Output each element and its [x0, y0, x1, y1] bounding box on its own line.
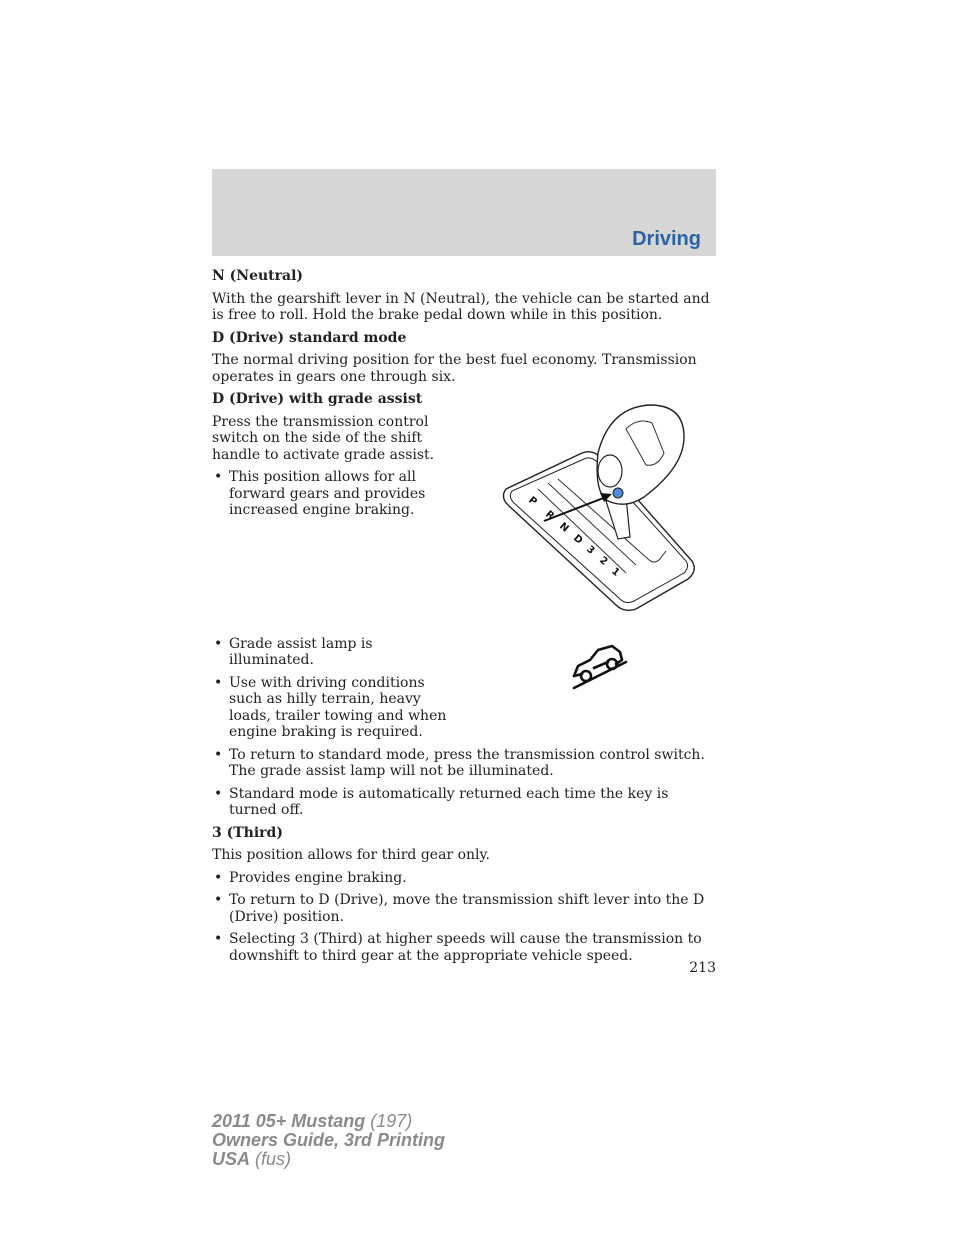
bullet-text: To return to standard mode, press the transmission control switch. The grade assist lamp will not be illuminated.	[229, 746, 705, 779]
footer-model: 2011 05+ Mustang	[212, 1111, 366, 1131]
gear-label-r: R	[543, 508, 557, 523]
gear-label-p: P	[526, 494, 539, 509]
gear-shifter-illustration	[498, 401, 698, 613]
gear-label-2: 2	[597, 554, 610, 568]
document-footer	[212, 1112, 445, 1169]
heading-third: 3 (Third)	[212, 824, 283, 841]
header-band	[212, 169, 716, 256]
heading-drive-grade: D (Drive) with grade assist	[212, 391, 423, 407]
bullet-dot: •	[214, 635, 223, 652]
page-content	[212, 268, 716, 970]
footer-line-1	[212, 1112, 445, 1131]
grade-assist-column	[212, 414, 454, 519]
bullet-dot: •	[214, 674, 223, 691]
bullet-dot: •	[214, 869, 223, 886]
bullet-dot: •	[214, 746, 223, 763]
section-title: Driving	[632, 228, 701, 250]
bullet-dot: •	[214, 469, 223, 485]
list-item	[212, 469, 454, 519]
list-item	[212, 747, 716, 780]
bullet-text: This position allows for all forward gears and provides increased engine braking.	[229, 469, 426, 518]
footer-market: USA	[212, 1149, 251, 1169]
paragraph-third: This position allows for third gear only.	[212, 847, 491, 863]
bullet-text: Standard mode is automatically returned each time the key is turned off.	[229, 785, 669, 818]
footer-line-3	[212, 1150, 445, 1169]
list-item	[212, 931, 716, 964]
list-item	[212, 675, 454, 741]
bullet-text: Selecting 3 (Third) at higher speeds will cause the transmission to downshift to third gear at the appropriate vehicle speed.	[229, 931, 702, 964]
list-item	[212, 892, 716, 925]
gear-label-3: 3	[584, 543, 597, 557]
footer-model-code: (197)	[365, 1111, 413, 1131]
heading-drive-standard: D (Drive) standard mode	[212, 329, 407, 346]
list-item	[212, 636, 454, 669]
transmission-control-switch	[613, 488, 623, 498]
bullet-text: Use with driving conditions such as hilly terrain, heavy loads, trailer towing and when engine braking is required.	[229, 674, 447, 740]
bullet-dot: •	[214, 785, 223, 802]
grade-assist-column-2	[212, 636, 454, 741]
bullet-text: Grade assist lamp is illuminated.	[229, 635, 373, 668]
bullet-text: Provides engine braking.	[229, 869, 407, 886]
heading-neutral: N (Neutral)	[212, 268, 304, 284]
list-item	[212, 786, 716, 819]
footer-line-2: Owners Guide, 3rd Printing	[212, 1130, 446, 1150]
gear-label-n: N	[557, 520, 571, 535]
shift-handle-side	[598, 455, 622, 487]
gear-label-d: D	[571, 532, 585, 547]
paragraph-drive-standard: The normal driving position for the best fuel economy. Transmission operates in gears one through six.	[212, 352, 697, 385]
bullet-text: To return to D (Drive), move the transmission shift lever into the D (Drive) position.	[229, 892, 705, 925]
grade-assist-lamp-icon	[568, 644, 630, 692]
footer-market-code: (fus)	[250, 1149, 292, 1169]
list-item	[212, 870, 716, 887]
bullet-dot: •	[214, 931, 223, 947]
bullet-dot: •	[214, 892, 223, 908]
paragraph-neutral: With the gearshift lever in N (Neutral), the vehicle can be started and is free to roll. Hold the brake pedal down while in this position.	[212, 290, 710, 323]
paragraph-drive-grade: Press the transmission control switch on the side of the shift handle to activate grade assist.	[212, 413, 435, 463]
gear-label-1: 1	[609, 565, 622, 579]
page-number: 213	[689, 960, 716, 976]
